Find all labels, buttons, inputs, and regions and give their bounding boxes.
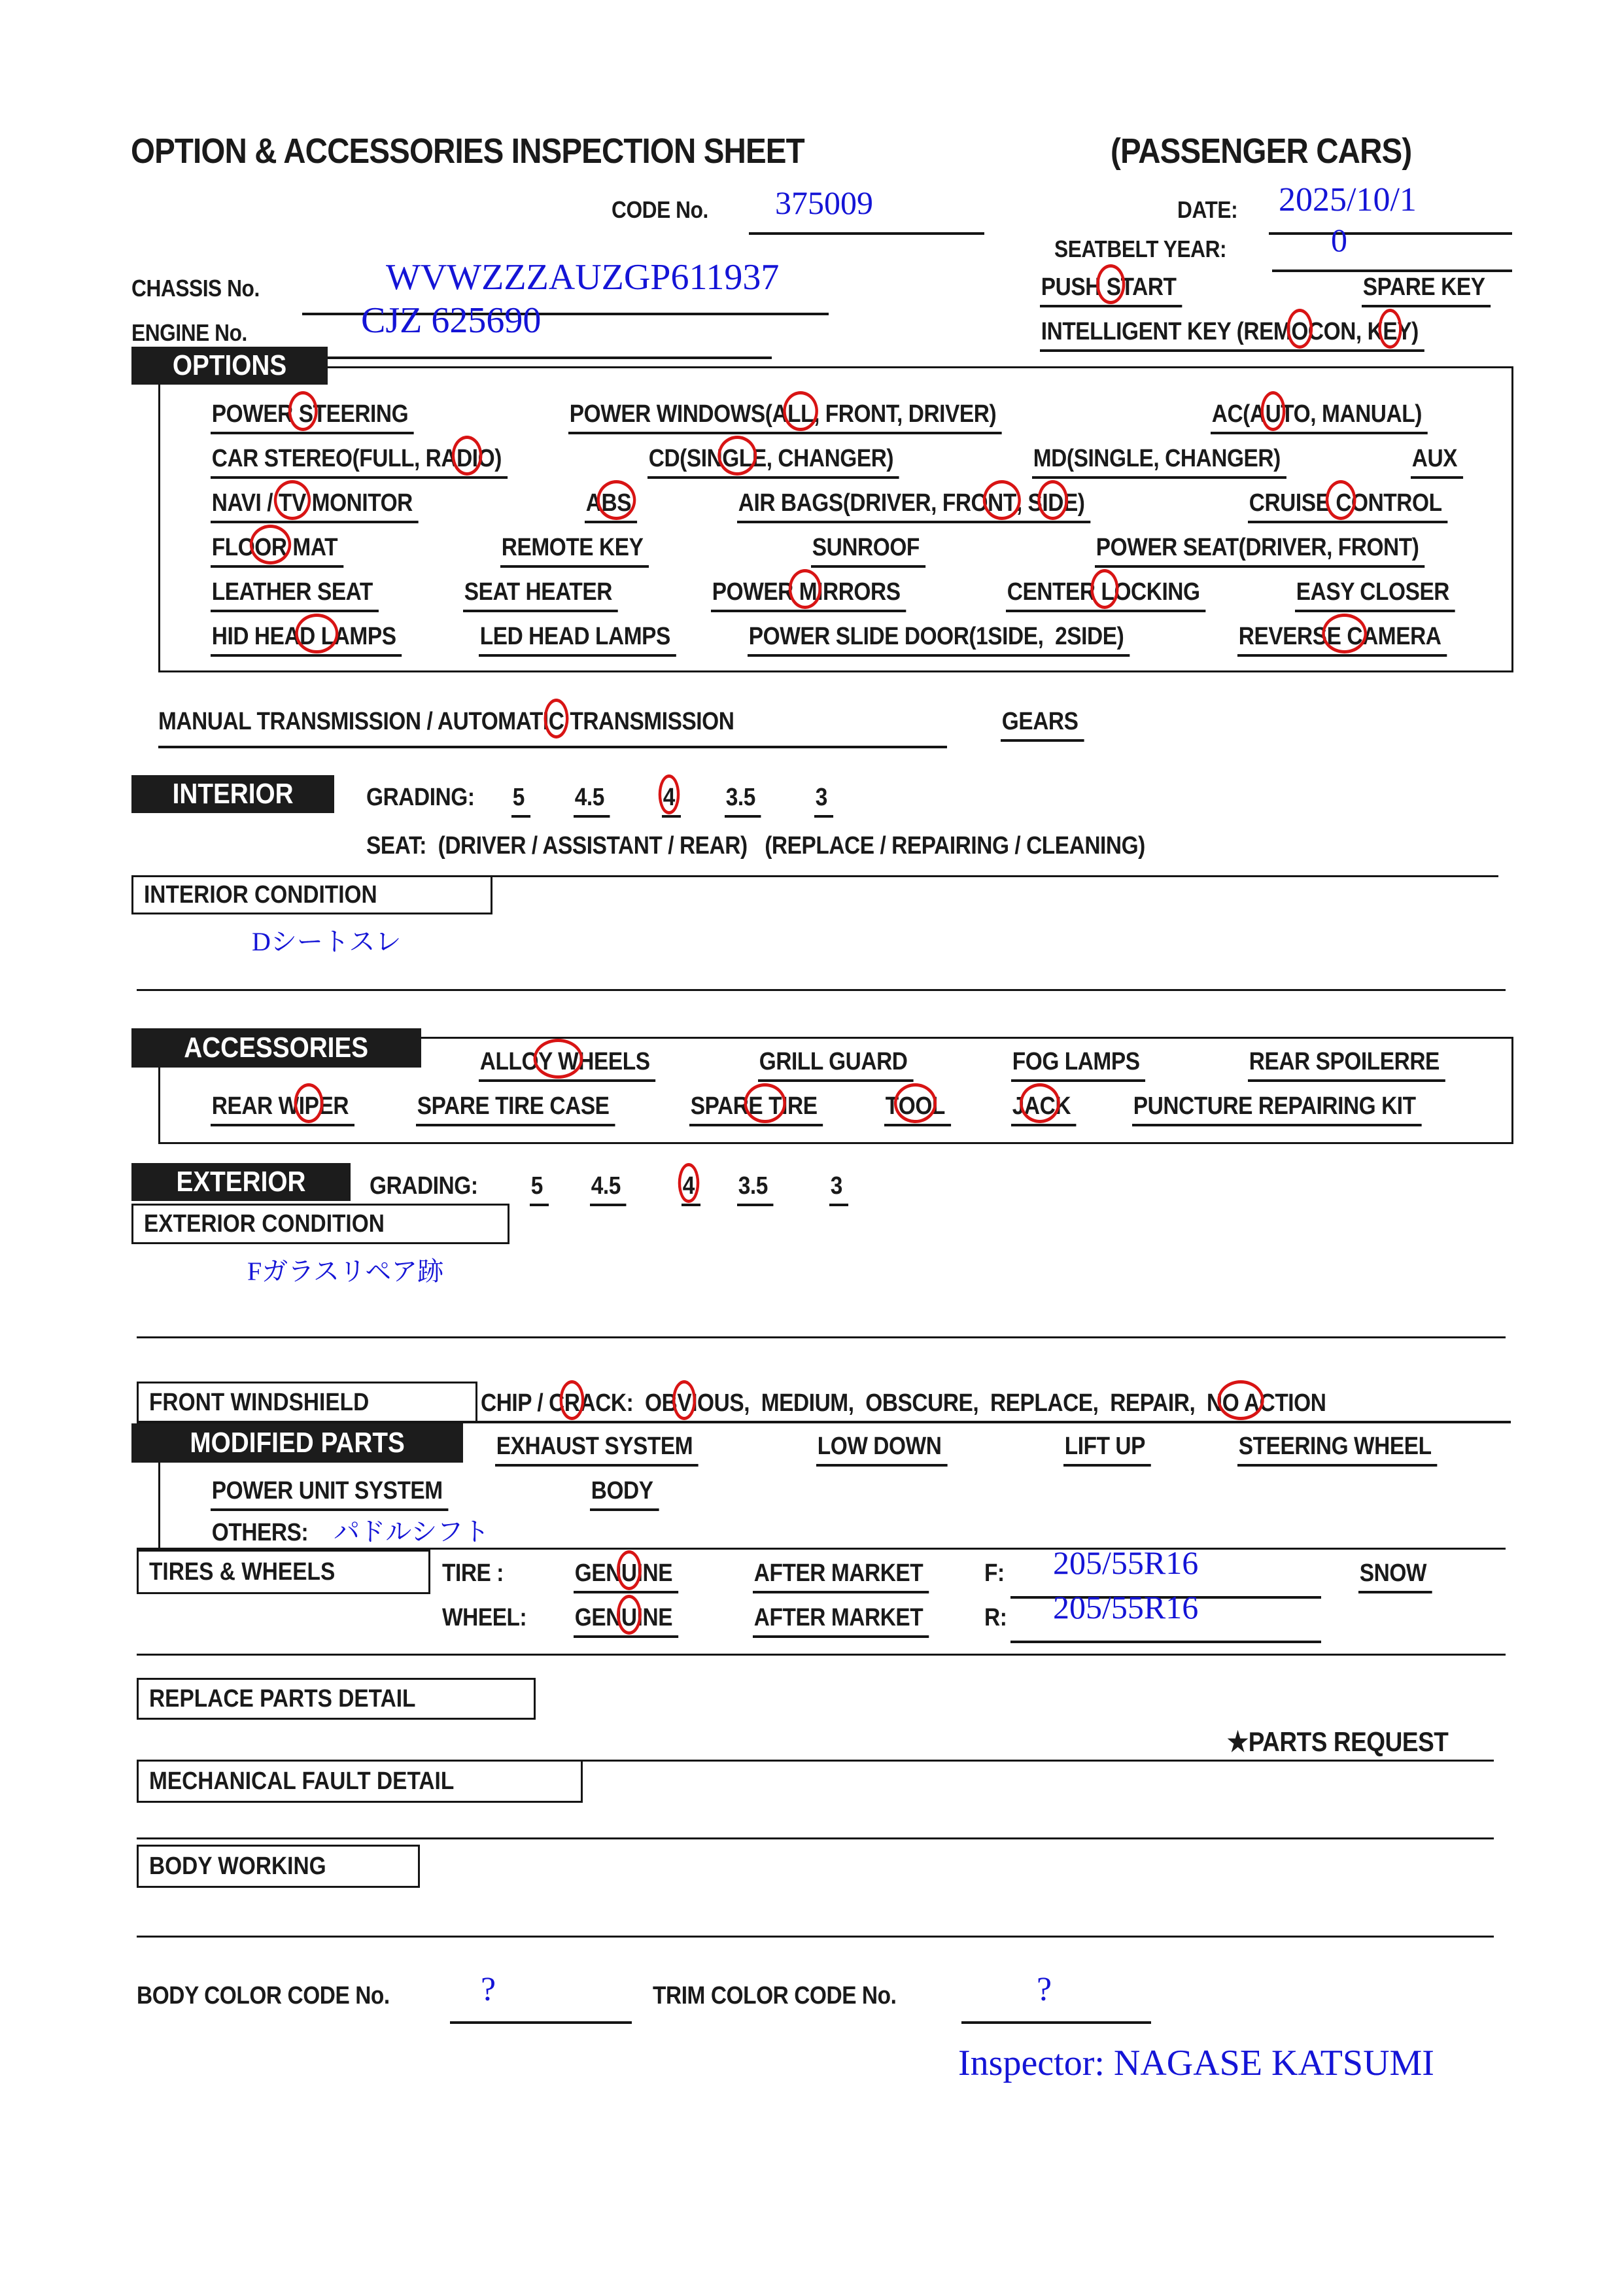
code-underline	[749, 232, 984, 235]
red-circle-mark: S	[1100, 273, 1121, 301]
interior-grade-5: 5	[511, 784, 533, 818]
accessories-header: ACCESSORIES	[131, 1028, 421, 1068]
exterior-grade-4-5: 4.5	[590, 1172, 631, 1206]
exterior-grade-3-5: 3.5	[737, 1172, 778, 1206]
chassis-value: WVWZZZAUZGP611937	[386, 257, 780, 298]
date-underline	[1269, 232, 1512, 235]
wheel-rear-label: R:	[984, 1604, 1007, 1631]
transmission-underline	[158, 746, 947, 748]
tires-bottom-line	[137, 1654, 1506, 1656]
inspector-signature: Inspector: NAGASE KATSUMI	[958, 2043, 1434, 2083]
red-circle-mark: E	[1383, 318, 1398, 345]
page-title: OPTION & ACCESSORIES INSPECTION SHEET	[131, 131, 804, 171]
option-easy-closer: EASY CLOSER	[1295, 578, 1477, 612]
red-circle-mark: GL	[722, 445, 752, 472]
interior-condition-line	[478, 875, 1498, 877]
transmission-label: MANUAL TRANSMISSION / AUTOMATIC TRANSMISSION	[158, 708, 734, 735]
option-sunroof: SUNROOF	[811, 534, 941, 568]
option-car-stereo: CAR STEREO(FULL, RADIO)	[211, 445, 548, 479]
trim-color-underline	[961, 2021, 1151, 2024]
code-value: 375009	[775, 184, 873, 221]
tire-snow: SNOW	[1358, 1559, 1442, 1593]
accessory-tool: TOOL	[884, 1092, 960, 1126]
red-circle-mark: S	[292, 400, 313, 428]
trim-color-code-value: ?	[1037, 1971, 1052, 2008]
seatbelt-value: 0	[1331, 222, 1347, 258]
exterior-condition-note: Fガラスリペア跡	[247, 1257, 444, 1286]
separator-line-2	[137, 1336, 1506, 1338]
option-cd: CD(SINGLE, CHANGER)	[647, 445, 933, 479]
modified-parts-header: MODIFIED PARTS	[131, 1423, 463, 1463]
accessory-spare-tire: SPARE TIRE	[689, 1092, 841, 1126]
option-air-bags: AIR BAGS(DRIVER, FRONT, SIDE)	[737, 489, 1139, 523]
replace-parts-detail-box: REPLACE PARTS DETAIL	[137, 1678, 536, 1720]
code-label: CODE No.	[612, 196, 708, 223]
option-led-head-lamps: LED HEAD LAMPS	[479, 623, 703, 657]
option-ac: AC(AUTO, MANUAL)	[1211, 400, 1457, 434]
option-md: MD(SINGLE, CHANGER)	[1032, 445, 1321, 479]
option-hid-head-lamps: HID HEAD LAMPS	[211, 623, 428, 657]
interior-seat-line: SEAT: (DRIVER / ASSISTANT / REAR) (REPLACE / REPAIRING / CLEANING)	[366, 832, 1145, 860]
modified-body: BODY	[590, 1477, 668, 1511]
wheel-label: WHEEL:	[442, 1604, 527, 1631]
exterior-header: EXTERIOR	[131, 1163, 351, 1201]
date-value: 2025/10/1	[1279, 181, 1417, 218]
option-power-slide-door: POWER SLIDE DOOR(1SIDE, 2SIDE)	[748, 623, 1182, 657]
wheel-genuine: GENUINE	[574, 1604, 693, 1638]
engine-underline	[285, 357, 772, 359]
intelligent-key-label: INTELLIGENT KEY (REMOCON, KEY)	[1040, 318, 1477, 352]
body-color-underline	[450, 2021, 632, 2024]
interior-condition-note: Dシートスレ	[252, 927, 402, 956]
accessory-fog-lamps: FOG LAMPS	[1011, 1048, 1164, 1082]
option-power-seat: POWER SEAT(DRIVER, FRONT)	[1095, 534, 1470, 568]
interior-grade-4-5: 4.5	[574, 784, 615, 818]
interior-header: INTERIOR	[131, 775, 334, 813]
chassis-label: CHASSIS No.	[131, 275, 260, 302]
accessory-rear-wiper: REAR WIPER	[211, 1092, 374, 1126]
accessory-rear-spoiler: REAR SPOILERRE	[1248, 1048, 1472, 1082]
red-circle-mark: AC	[1024, 1092, 1056, 1120]
red-circle-mark: IP	[298, 1092, 319, 1120]
red-circle-mark: C	[1330, 489, 1352, 517]
exterior-grading-label: GRADING:	[370, 1172, 478, 1200]
option-leather-seat: LEATHER SEAT	[211, 578, 402, 612]
engine-value: CJZ 625690	[361, 300, 542, 341]
red-circle-mark: NT	[988, 489, 1016, 517]
option-power-steering: POWER STEERING	[211, 400, 441, 434]
red-circle-mark: V	[677, 1389, 692, 1417]
tire-after-market: AFTER MARKET	[753, 1559, 953, 1593]
seatbelt-underline	[1272, 270, 1512, 272]
option-reverse-camera: REVERSE CAMERA	[1237, 623, 1475, 657]
interior-grade-4	[662, 784, 683, 818]
option-floor-mat: FLOOR MAT	[211, 534, 362, 568]
red-circle-mark: OO	[898, 1092, 932, 1120]
body-color-code-value: ?	[481, 1971, 496, 2008]
exterior-grade-4	[682, 1172, 703, 1206]
body-working-top-line	[137, 1837, 1494, 1839]
red-circle-mark: R	[564, 1389, 580, 1417]
red-circle-mark: TV	[278, 489, 306, 517]
wheel-rear-underline	[1010, 1641, 1321, 1643]
red-circle-mark: O A	[1222, 1389, 1260, 1417]
red-circle-mark: BS	[601, 489, 632, 517]
modified-low-down: LOW DOWN	[816, 1433, 965, 1467]
red-circle-mark: ID	[1042, 489, 1063, 517]
red-circle-mark: O	[1291, 318, 1308, 345]
red-circle-mark: M	[793, 578, 818, 606]
options-header: OPTIONS	[131, 347, 328, 385]
trim-color-code-label: TRIM COLOR CODE No.	[653, 1982, 897, 2009]
red-circle-mark: 4	[682, 1172, 695, 1200]
red-circle-mark: E C	[1326, 623, 1363, 650]
red-circle-mark: L	[1095, 578, 1114, 606]
body-working-box: BODY WORKING	[137, 1845, 420, 1888]
red-circle-mark: D L	[300, 623, 334, 650]
red-circle-mark: U	[621, 1604, 637, 1631]
option-cruise-control: CRUISE CONTROL	[1248, 489, 1475, 523]
accessory-grill-guard: GRILL GUARD	[758, 1048, 935, 1082]
accessory-alloy-wheels: ALLOY WHEELS	[479, 1048, 680, 1082]
option-seat-heater: SEAT HEATER	[463, 578, 639, 612]
red-circle-mark: 4	[663, 784, 675, 811]
modified-power-unit-system: POWER UNIT SYSTEM	[211, 1477, 481, 1511]
tire-label: TIRE :	[442, 1559, 504, 1587]
red-circle-mark: U	[1265, 400, 1281, 428]
push-start-label: PUSH START	[1040, 273, 1201, 307]
red-circle-mark: C	[548, 708, 564, 735]
seatbelt-label: SEATBELT YEAR:	[1054, 235, 1227, 262]
body-color-code-label: BODY COLOR CODE No.	[137, 1982, 390, 2009]
front-windshield-box: FRONT WINDSHIELD	[137, 1382, 477, 1423]
option-navi-tv-monitor: NAVI / TV MONITOR	[211, 489, 447, 523]
red-circle-mark: LL	[787, 400, 814, 428]
interior-grade-3-5: 3.5	[725, 784, 766, 818]
interior-grade-3: 3	[814, 784, 836, 818]
modified-exhaust-system: EXHAUST SYSTEM	[495, 1433, 726, 1467]
modified-others-value: パドルシフト	[334, 1517, 490, 1546]
modified-others-label: OTHERS:	[211, 1519, 328, 1553]
exterior-grade-3: 3	[829, 1172, 851, 1206]
option-abs: ABS	[585, 489, 644, 523]
interior-condition-box: INTERIOR CONDITION	[131, 875, 492, 914]
modified-steering-wheel: STEERING WHEEL	[1237, 1433, 1464, 1467]
option-power-mirrors: POWER MIRRORS	[711, 578, 933, 612]
windshield-chip-crack-options: CHIP / CRACK: OBVIOUS, MEDIUM, OBSCURE, REPLACE, REPAIR, NO ACTION	[481, 1389, 1326, 1417]
red-circle-mark: DI	[457, 445, 478, 472]
wheel-after-market: AFTER MARKET	[753, 1604, 953, 1638]
tire-genuine: GENUINE	[574, 1559, 693, 1593]
modified-parts-left-border	[158, 1463, 160, 1548]
accessory-jack: JACK	[1011, 1092, 1085, 1126]
tire-front-size: 205/55R16	[1053, 1544, 1199, 1581]
date-label: DATE:	[1177, 196, 1238, 223]
tires-wheels-box: TIRES & WHEELS	[137, 1550, 430, 1594]
engine-label: ENGINE No.	[131, 319, 247, 346]
red-circle-mark: U	[621, 1559, 637, 1587]
separator-line-1	[137, 989, 1506, 991]
exterior-grade-5: 5	[530, 1172, 551, 1206]
gears-label: GEARS	[1001, 708, 1096, 742]
option-center-locking: CENTER LOCKING	[1006, 578, 1233, 612]
wheel-rear-size: 205/55R16	[1053, 1589, 1199, 1626]
spare-key-label: SPARE KEY	[1362, 273, 1508, 307]
option-aux: AUX	[1411, 445, 1470, 479]
accessory-puncture-kit: PUNCTURE REPAIRING KIT	[1132, 1092, 1461, 1126]
red-circle-mark: E T	[748, 1092, 782, 1120]
footer-separator-line	[137, 1936, 1494, 1938]
red-circle-mark: OR	[254, 534, 287, 561]
tire-front-label: F:	[984, 1559, 1005, 1587]
parts-request-label: ★PARTS REQUEST	[1227, 1726, 1449, 1757]
mechanical-fault-detail-box: MECHANICAL FAULT DETAIL	[137, 1760, 583, 1803]
page-subtitle: (PASSENGER CARS)	[1111, 131, 1412, 171]
accessory-spare-tire-case: SPARE TIRE CASE	[416, 1092, 642, 1126]
option-remote-key: REMOTE KEY	[500, 534, 669, 568]
interior-grading-label: GRADING:	[366, 784, 475, 811]
modified-lift-up: LIFT UP	[1063, 1433, 1163, 1467]
option-power-windows: POWER WINDOWS(ALL, FRONT, DRIVER)	[568, 400, 1061, 434]
exterior-condition-box: EXTERIOR CONDITION	[131, 1204, 509, 1244]
red-circle-mark: Y W	[538, 1048, 579, 1075]
